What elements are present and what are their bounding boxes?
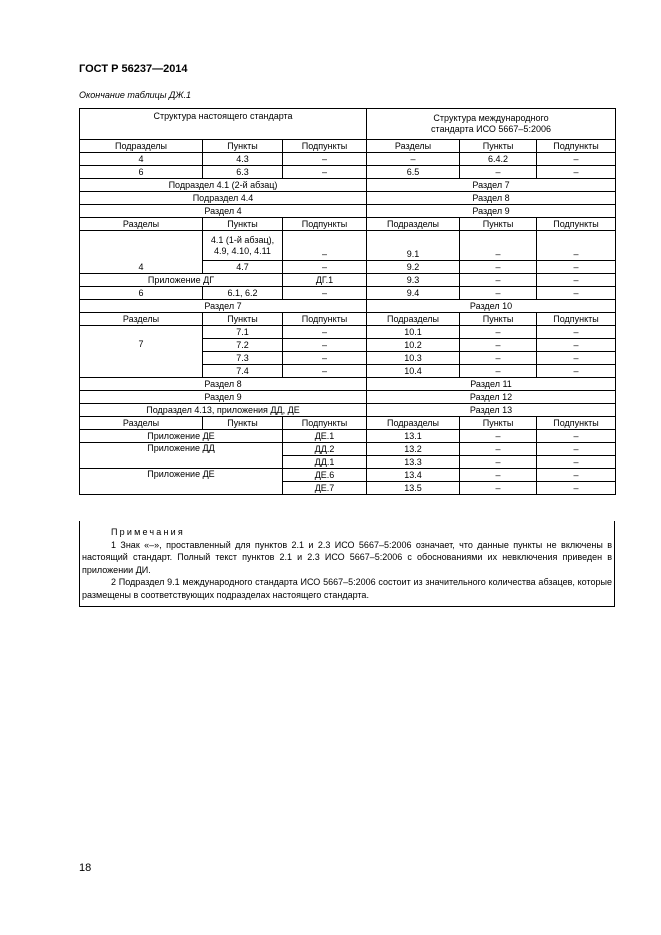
table-cell: Раздел 4	[80, 205, 367, 218]
table-cell: Раздел 9	[367, 205, 616, 218]
table-cell: –	[537, 153, 616, 166]
table-cell: Подпункты	[283, 140, 367, 153]
table-cell: Раздел 8	[80, 378, 367, 391]
table-cell: 7.1	[203, 326, 283, 339]
table-cell: 7.3	[203, 352, 283, 365]
table-cell: 6.3	[203, 166, 283, 179]
table-cell: –	[460, 166, 537, 179]
table-cell: ДЕ.7	[283, 482, 367, 495]
table-row	[80, 326, 616, 339]
table-cell: 13.1	[367, 430, 460, 443]
table-cell: –	[283, 287, 367, 300]
table-cell: –	[283, 339, 367, 352]
table-cell: 4	[80, 231, 203, 274]
table-cell: Подраздел 4.1 (2-й абзац)	[80, 179, 367, 192]
notes-block	[79, 521, 615, 607]
table-cell: Пункты	[460, 313, 537, 326]
table-cell: –	[460, 261, 537, 274]
table-cell: –	[283, 352, 367, 365]
table-row	[80, 469, 616, 482]
table-cell: –	[537, 261, 616, 274]
table-cell: Пункты	[203, 417, 283, 430]
table-row	[80, 179, 616, 192]
table-cell: Подпункты	[283, 313, 367, 326]
table-row	[80, 313, 616, 326]
table-cell: –	[460, 469, 537, 482]
table-cell: 10.3	[367, 352, 460, 365]
table-cell: ДЕ.6	[283, 469, 367, 482]
table-cell: –	[537, 482, 616, 495]
table-cell: –	[537, 456, 616, 469]
table-cell: –	[537, 443, 616, 456]
table-cell: Раздел 8	[367, 192, 616, 205]
table-row	[80, 378, 616, 391]
table-cell: –	[537, 326, 616, 339]
table-cell: Пункты	[460, 218, 537, 231]
table-cell: Пункты	[203, 218, 283, 231]
table-cell: 7.4	[203, 365, 283, 378]
standard-designation: ГОСТ Р 56237—2014	[79, 63, 188, 75]
table-cell: 6	[80, 287, 203, 300]
table-row	[80, 192, 616, 205]
table-cell: –	[537, 339, 616, 352]
table-cell: –	[283, 231, 367, 261]
table-cell: Раздел 10	[367, 300, 616, 313]
table-row	[80, 300, 616, 313]
table-cell: Подпункты	[537, 140, 616, 153]
table-cell: 6.5	[367, 166, 460, 179]
header-international: Структура международного стандарта ИСО 5667–5:2006	[367, 109, 616, 140]
table-cell: 6.1, 6.2	[203, 287, 283, 300]
table-cell: 7.2	[203, 339, 283, 352]
table-cell: –	[537, 430, 616, 443]
table-cell: Раздел 13	[367, 404, 616, 417]
note-1: 1 Знак «–», проставленный для пунктов 2.1 и 2.3 ИСО 5667–5:2006 означает, что данные пункты не включены в настоящий стандарт. Полный текст пунктов 2.1 и 2.3 ИСО 5667–5:2006 с обоснованиями их невключения приведен в приложении ДИ.	[82, 539, 612, 575]
table-cell: Подразделы	[367, 313, 460, 326]
table-cell: Раздел 9	[80, 391, 367, 404]
table-cell: Подразделы	[80, 140, 203, 153]
table-cell: 4.7	[203, 261, 283, 274]
table-cell: Разделы	[80, 313, 203, 326]
table-cell: –	[460, 339, 537, 352]
table-cell: Приложение ДЕ	[80, 430, 283, 443]
table-cell: –	[367, 153, 460, 166]
table-cell: 13.2	[367, 443, 460, 456]
table-cell: Пункты	[460, 417, 537, 430]
table-cell: Подпункты	[283, 218, 367, 231]
table-cell: –	[460, 456, 537, 469]
table-cell: Подпункты	[537, 417, 616, 430]
table-cell: –	[460, 443, 537, 456]
table-cell: –	[283, 166, 367, 179]
table-cell: ДГ.1	[283, 274, 367, 287]
table-cell: Приложение ДД	[80, 443, 283, 469]
table-cell: –	[537, 231, 616, 261]
table-cell: Пункты	[460, 140, 537, 153]
table-cell: 9.2	[367, 261, 460, 274]
table-cell: –	[283, 326, 367, 339]
table-cell: 9.3	[367, 274, 460, 287]
table-cell: –	[537, 287, 616, 300]
note-2: 2 Подраздел 9.1 международного стандарта ИСО 5667–5:2006 состоит из значительного количества абзацев, которые размещены в соответствующих подразделах настоящего стандарта.	[82, 577, 612, 600]
table-cell: Подраздел 4.13, приложения ДД, ДЕ	[80, 404, 367, 417]
table-caption: Окончание таблицы ДЖ.1	[79, 90, 192, 100]
table-cell: 10.2	[367, 339, 460, 352]
table-cell: Приложение ДГ	[80, 274, 283, 287]
table-cell: 6.4.2	[460, 153, 537, 166]
table-cell: ДД.1	[283, 456, 367, 469]
table-cell: –	[537, 365, 616, 378]
table-cell: –	[460, 231, 537, 261]
table-cell: 4.3	[203, 153, 283, 166]
table-cell: 9.4	[367, 287, 460, 300]
table-cell: 13.3	[367, 456, 460, 469]
table-cell: –	[283, 261, 367, 274]
table-row	[80, 417, 616, 430]
table-cell: 13.4	[367, 469, 460, 482]
table-cell: –	[460, 326, 537, 339]
table-row	[80, 231, 616, 261]
table-cell: –	[460, 482, 537, 495]
table-cell: Раздел 12	[367, 391, 616, 404]
table-cell: –	[537, 352, 616, 365]
table-row	[80, 391, 616, 404]
table-cell: –	[460, 365, 537, 378]
table-cell: –	[537, 469, 616, 482]
table-row	[80, 274, 616, 287]
table-cell: Подразделы	[367, 218, 460, 231]
table-cell: Разделы	[80, 417, 203, 430]
table-cell: Подпункты	[537, 218, 616, 231]
header-national: Структура настоящего стандарта	[80, 109, 367, 140]
table-row	[80, 140, 616, 153]
table-cell: –	[283, 153, 367, 166]
table-row	[80, 166, 616, 179]
table-cell: Пункты	[203, 313, 283, 326]
table-cell: Пункты	[203, 140, 283, 153]
table-row	[80, 205, 616, 218]
table-cell: 13.5	[367, 482, 460, 495]
table-cell: Подраздел 4.4	[80, 192, 367, 205]
table-cell: Приложение ДЕ	[80, 469, 283, 495]
table-cell: Разделы	[367, 140, 460, 153]
table-cell: 7	[80, 326, 203, 378]
table-cell: 4.1 (1-й абзац), 4.9, 4.10, 4.11	[203, 231, 283, 261]
table-cell: –	[460, 352, 537, 365]
table-cell: 6	[80, 166, 203, 179]
table-row	[80, 287, 616, 300]
table-cell: Раздел 7	[80, 300, 367, 313]
table-cell: –	[537, 166, 616, 179]
table-cell: Разделы	[80, 218, 203, 231]
table-row	[80, 153, 616, 166]
table-cell: 10.1	[367, 326, 460, 339]
table-row	[80, 218, 616, 231]
table-cell: Раздел 7	[367, 179, 616, 192]
table-cell: ДД.2	[283, 443, 367, 456]
table-header-row	[80, 109, 616, 140]
table-cell: 4	[80, 153, 203, 166]
table-cell: –	[537, 274, 616, 287]
table-row	[80, 430, 616, 443]
table-cell: Подразделы	[367, 417, 460, 430]
table-cell: –	[283, 365, 367, 378]
table-cell: 10.4	[367, 365, 460, 378]
table-row	[80, 443, 616, 456]
table-cell: 9.1	[367, 231, 460, 261]
table-cell: Подпункты	[283, 417, 367, 430]
table-cell: –	[460, 274, 537, 287]
notes-title: Примечания	[111, 527, 185, 537]
page-number: 18	[79, 862, 92, 874]
table-row	[80, 404, 616, 417]
table-cell: ДЕ.1	[283, 430, 367, 443]
table-cell: Раздел 11	[367, 378, 616, 391]
table-cell: Подпункты	[537, 313, 616, 326]
table-cell: –	[460, 287, 537, 300]
correspondence-table	[79, 108, 616, 495]
table-cell: –	[460, 430, 537, 443]
